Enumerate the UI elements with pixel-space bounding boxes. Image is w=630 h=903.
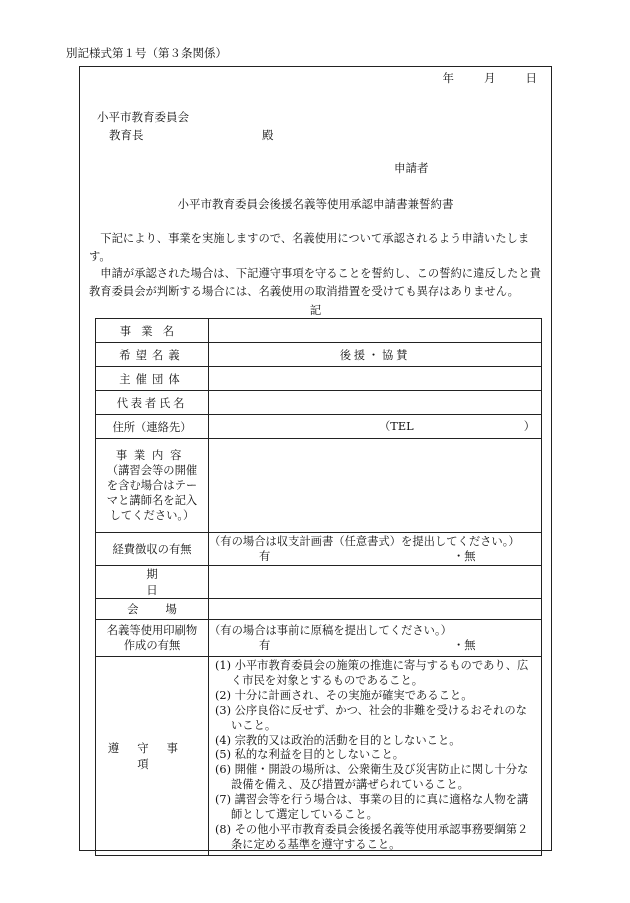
label-desired-name: 希望名義	[96, 343, 209, 367]
row-organizer	[96, 367, 542, 391]
document-title: 小平市教育委員会後援名義等使用承認申請書兼誓約書	[177, 197, 454, 211]
label-fee: 経費徴収の有無	[96, 533, 209, 566]
label-print: 名義等使用印刷物作成の有無	[96, 620, 209, 657]
label-address: 住所（連絡先）	[96, 415, 209, 439]
label-content	[96, 439, 209, 533]
tel-close: ）	[523, 420, 535, 433]
input-address[interactable]	[209, 415, 542, 439]
rule-8: (8) その他小平市教育委員会後援名義等使用承認事務要綱第２条に定める基準を遵守すること。	[215, 822, 529, 851]
recipient-org: 小平市教育委員会	[97, 110, 189, 124]
application-table	[95, 318, 542, 856]
row-print	[96, 620, 542, 657]
body-paragraph-1: 下記により、事業を実施しますので、名義使用について承認されるよう申請いたします。	[89, 232, 530, 263]
row-desired-name	[96, 343, 542, 367]
recipient-title: 教育長	[109, 128, 144, 142]
fee-no[interactable]: ・無	[453, 550, 476, 563]
input-representative[interactable]	[209, 391, 542, 415]
input-organizer[interactable]	[209, 367, 542, 391]
form-frame	[79, 66, 552, 851]
fee-yes[interactable]: 有	[259, 550, 271, 563]
tel-open: （TEL	[379, 420, 414, 433]
date-year: 年	[442, 71, 454, 85]
row-venue	[96, 599, 542, 620]
label-event-name: 事業名	[96, 319, 209, 343]
label-venue: 会場	[96, 599, 209, 620]
label-period: 期日	[96, 566, 209, 599]
date-line	[443, 70, 538, 86]
rule-1: (1) 小平市教育委員会の施策の推進に寄与するものであり、広く市民を対象とするものであること。	[215, 659, 529, 687]
row-representative	[96, 391, 542, 415]
input-print[interactable]	[209, 620, 542, 657]
row-fee	[96, 533, 542, 566]
ki-heading: 記	[309, 303, 322, 317]
rule-4: (4) 宗教的又は政治的活動を目的としないこと。	[215, 733, 461, 747]
label-organizer: 主催団体	[96, 367, 209, 391]
input-period[interactable]	[209, 566, 542, 599]
rule-3: (3) 公序良俗に反せず、かつ、社会的非難を受けるおそれのないこと。	[215, 703, 527, 732]
label-content-note: （講習会等の開催を含む場合はテーマと講師名を記入してください。）	[106, 464, 198, 522]
rule-5: (5) 私的な利益を目的としないこと。	[215, 748, 405, 762]
row-period	[96, 566, 542, 599]
input-fee[interactable]	[209, 533, 542, 566]
print-no[interactable]: ・無	[453, 639, 476, 652]
row-address	[96, 415, 542, 439]
applicant-label: 申請者	[394, 161, 429, 175]
input-content[interactable]	[209, 439, 542, 533]
print-yes[interactable]: 有	[259, 639, 271, 652]
rule-6: (6) 開催・開設の場所は、公衆衛生及び災害防止に関し十分な設備を備え、及び措置が講ぜられていること。	[215, 763, 529, 792]
rules-list	[209, 657, 542, 856]
fee-note: （有の場合は収支計画書（任意書式）を提出してください。）	[209, 535, 520, 548]
date-day: 日	[525, 71, 537, 85]
input-venue[interactable]	[209, 599, 542, 620]
rule-2: (2) 十分に計画され、その実施が確実であること。	[215, 688, 473, 702]
row-rules	[96, 657, 542, 856]
input-event-name[interactable]	[209, 319, 542, 343]
row-event-name	[96, 319, 542, 343]
label-representative: 代表者氏名	[96, 391, 209, 415]
label-rules: 遵守事項	[96, 657, 209, 856]
body-text	[89, 230, 547, 300]
date-month: 月	[484, 71, 496, 85]
form-number: 別記様式第１号（第３条関係）	[66, 46, 227, 60]
print-note: （有の場合は事前に原稿を提出してください。）	[209, 624, 452, 637]
value-desired-name[interactable]: 後援・協賛	[209, 343, 542, 367]
body-paragraph-2: 申請が承認された場合は、下記遵守事項を守ることを誓約し、この誓約に違反したと貴教育委員会が判断する場合には、名義使用の取消措置を受けても異存はありません。	[89, 267, 541, 298]
row-content	[96, 439, 542, 533]
recipient-honorific: 殿	[262, 128, 274, 142]
rule-7: (7) 講習会等を行う場合は、事業の目的に真に適格な人物を講師として選定していること。	[215, 793, 529, 822]
label-content-head: 事業内容	[115, 449, 189, 462]
